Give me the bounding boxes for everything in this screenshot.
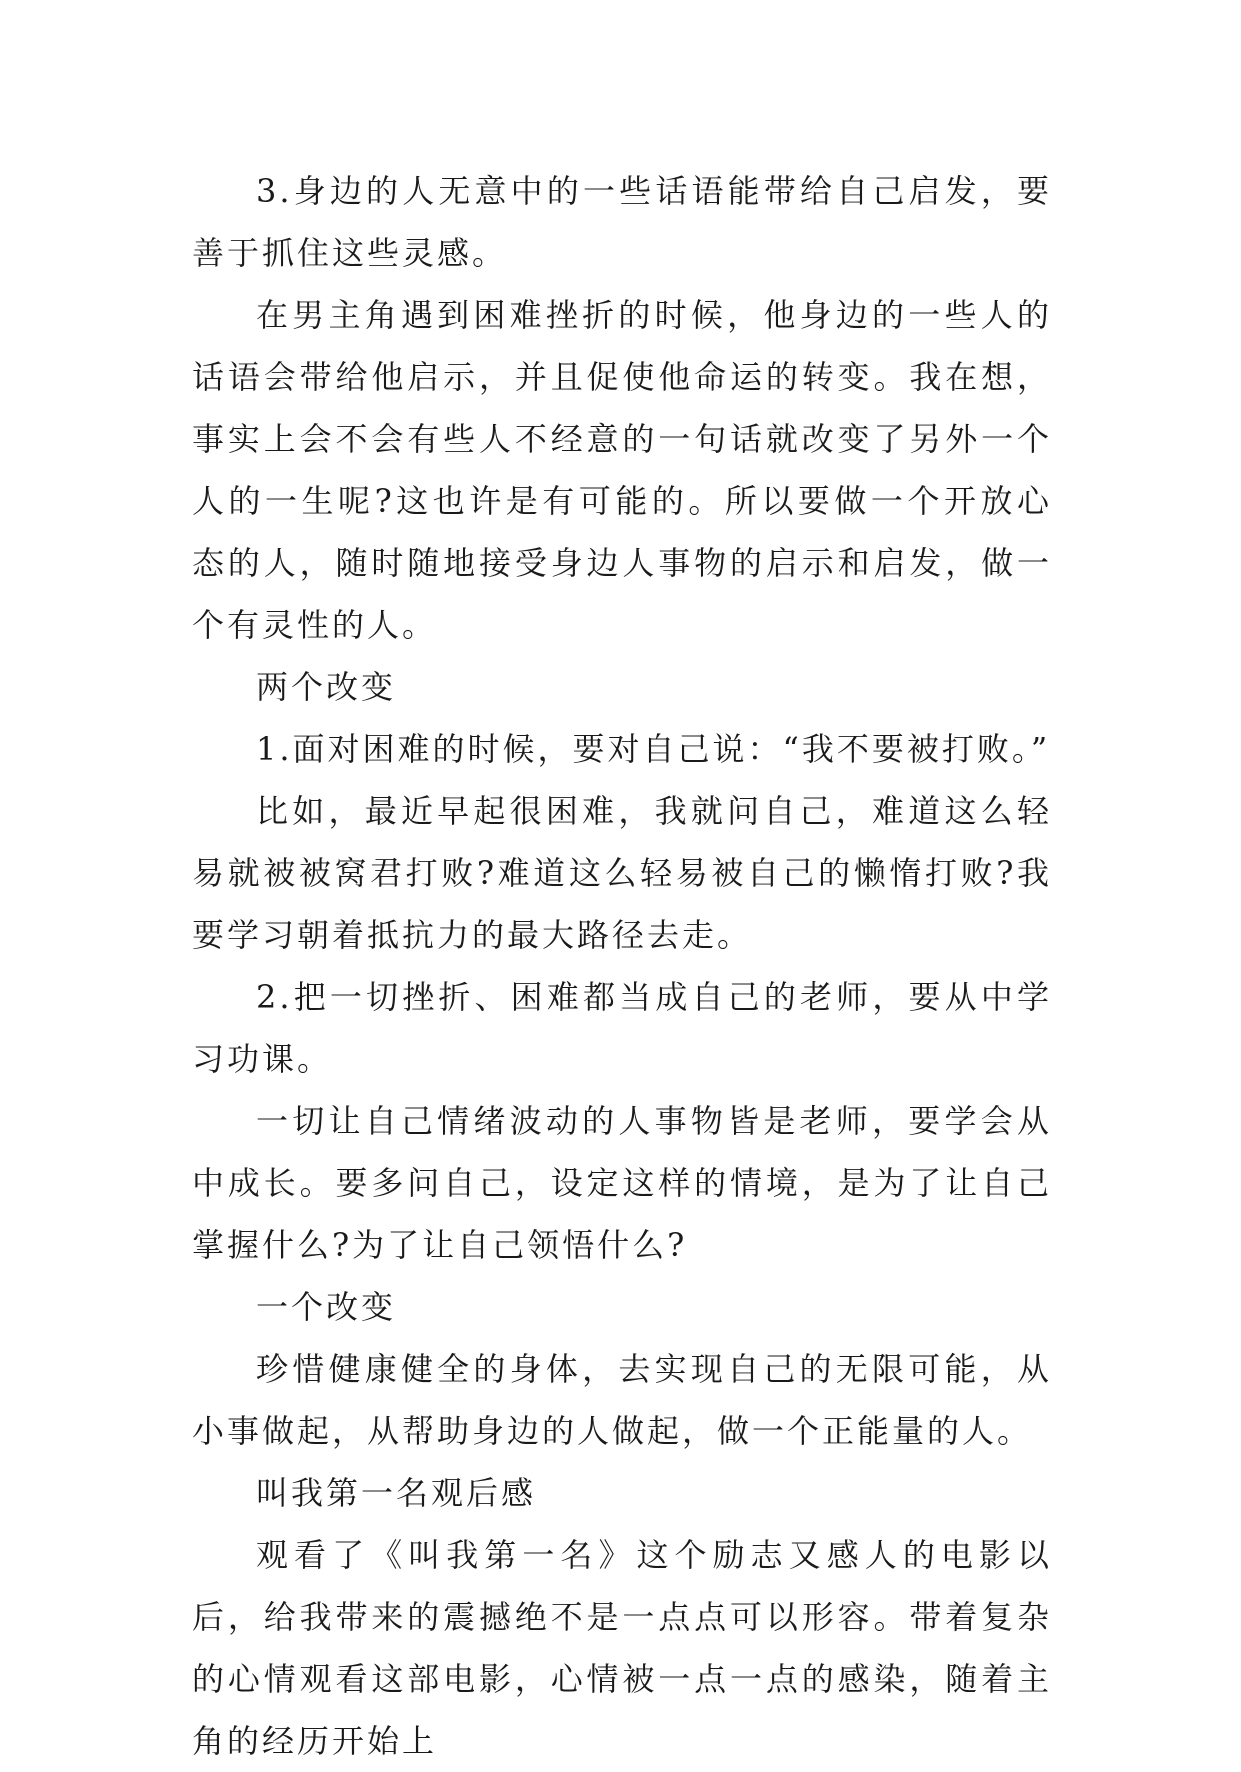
section-heading-review: 叫我第一名观后感 — [256, 1474, 537, 1512]
paragraph-one-change-detail: 珍惜健康健全的身体，去实现自己的无限可能，从小事做起，从帮助身边的人做起，做一个正能量的人。 — [192, 1350, 1052, 1450]
paragraph-inspiration-detail: 在男主角遇到困难挫折的时候，他身边的一些人的话语会带给他启示，并且促使他命运的转变。我在想，事实上会不会有些人不经意的一句话就改变了另外一个人的一生呢?这也许是有可能的。所以要做一个开放心态的人，随时随地接受身边人事物的启示和启发，做一个有灵性的人。 — [192, 296, 1052, 644]
paragraph-inspiration-point: 3.身边的人无意中的一些话语能带给自己启发，要善于抓住这些灵感。 — [192, 172, 1052, 272]
paragraph-change-one: 1.面对困难的时候，要对自己说：“我不要被打败。” — [256, 730, 1051, 768]
section-heading-two-changes: 两个改变 — [256, 668, 397, 706]
paragraph-change-one-detail: 比如，最近早起很困难，我就问自己，难道这么轻易就被被窝君打败?难道这么轻易被自己的懒惰打败?我要学习朝着抵抗力的最大路径去走。 — [192, 792, 1052, 954]
paragraph-change-two-detail: 一切让自己情绪波动的人事物皆是老师，要学会从中成长。要多问自己，设定这样的情境，是为了让自己掌握什么?为了让自己领悟什么? — [192, 1102, 1052, 1264]
paragraph-review-intro: 观看了《叫我第一名》这个励志又感人的电影以后，给我带来的震撼绝不是一点点可以形容。带着复杂的心情观看这部电影，心情被一点一点的感染，随着主角的经历开始上 — [192, 1536, 1052, 1760]
paragraph-change-two: 2.把一切挫折、困难都当成自己的老师，要从中学习功课。 — [192, 978, 1052, 1078]
section-heading-one-change: 一个改变 — [256, 1288, 397, 1326]
document-body — [192, 160, 1052, 1772]
